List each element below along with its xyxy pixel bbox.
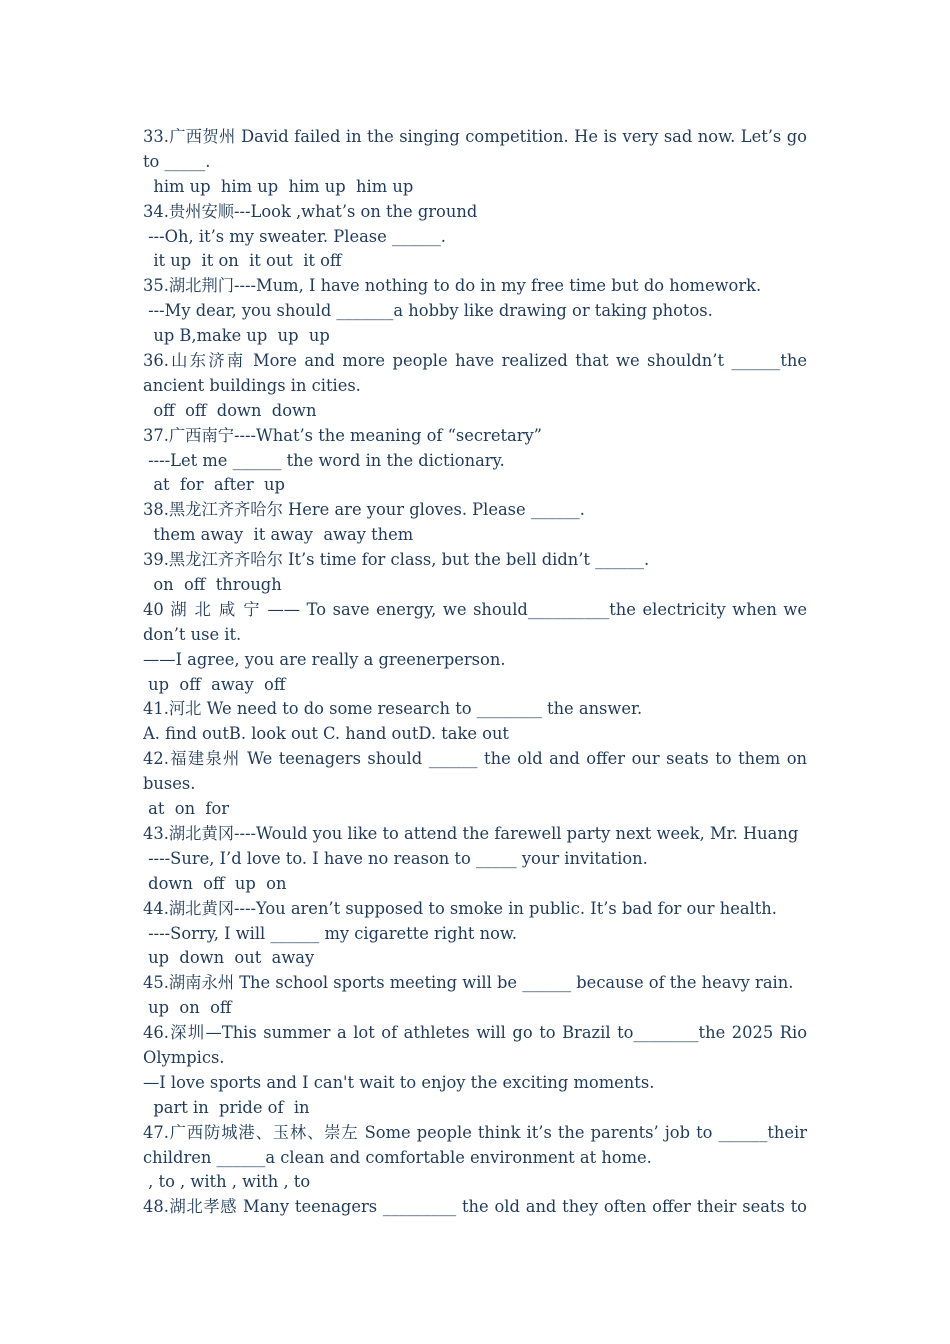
- text-line: up B,make up up up: [143, 326, 330, 346]
- text-line: ----Let me ______ the word in the dictionary.: [143, 450, 505, 470]
- text-line: him up him up him up him up: [143, 176, 414, 196]
- text-line: ancient buildings in cities.: [143, 375, 361, 395]
- text-line: at on for: [143, 799, 230, 819]
- text-line: 37.广西南宁----What’s the meaning of “secretary”: [143, 425, 543, 445]
- text-line: 39.黑龙江齐齐哈尔 It’s time for class, but the bell didn’t ______.: [143, 550, 650, 570]
- text-line: don’t use it.: [143, 624, 242, 644]
- text-line: 47.广西防城港、玉林、崇左 Some people think it’s the parents’ job to ______their: [143, 1122, 807, 1142]
- text-line: 38.黑龙江齐齐哈尔 Here are your gloves. Please ______.: [143, 500, 585, 520]
- text-line: 36.山东济南 More and more people have realized that we shouldn’t ______the: [143, 351, 807, 371]
- text-line: —I love sports and I can't wait to enjoy the exciting moments.: [143, 1072, 655, 1092]
- text-line: at for after up: [143, 475, 285, 495]
- text-line: them away it away away them: [143, 525, 414, 545]
- text-line: A. find outB. look out C. hand outD. take out: [143, 724, 509, 744]
- text-line: part in pride of in: [143, 1097, 310, 1117]
- text-line: up off away off: [143, 674, 286, 694]
- text-line: up down out away: [143, 948, 315, 968]
- text-line: on off through: [143, 575, 282, 595]
- text-line: 45.湖南永州 The school sports meeting will be ______ because of the heavy rain.: [143, 973, 794, 993]
- text-line: buses.: [143, 774, 196, 794]
- text-line: it up it on it out it off: [143, 251, 342, 271]
- text-line: 42.福建泉州 We teenagers should ______ the old and offer our seats to them on: [143, 749, 807, 769]
- text-line: 35.湖北荆门----Mum, I have nothing to do in my free time but do homework.: [143, 276, 762, 296]
- text-line: to _____.: [143, 151, 211, 171]
- text-line: 48.湖北孝感 Many teenagers _________ the old and they often offer their seats to: [143, 1197, 807, 1217]
- text-line: Olympics.: [143, 1047, 225, 1067]
- text-line: ——I agree, you are really a greenerperson.: [143, 649, 506, 669]
- text-line: , to , with , with , to: [143, 1172, 311, 1192]
- text-line: 34.贵州安顺---Look ,what’s on the ground: [143, 201, 478, 221]
- document-body: [143, 125, 807, 1220]
- text-line: ---Oh, it’s my sweater. Please ______.: [143, 226, 446, 246]
- text-line: ---My dear, you should _______a hobby like drawing or taking photos.: [143, 301, 713, 321]
- text-line: off off down down: [143, 400, 317, 420]
- text-line: 44.湖北黄冈----You aren’t supposed to smoke in public. It’s bad for our health.: [143, 898, 777, 918]
- text-line: down off up on: [143, 873, 287, 893]
- text-line: 40 湖 北 咸 宁 —— To save energy, we should__________the electricity when we: [143, 599, 807, 619]
- text-line: 41.河北 We need to do some research to ________ the answer.: [143, 699, 643, 719]
- text-line: children ______a clean and comfortable environment at home.: [143, 1147, 652, 1167]
- text-line: ----Sure, I’d love to. I have no reason to _____ your invitation.: [143, 848, 648, 868]
- text-line: 33.广西贺州 David failed in the singing competition. He is very sad now. Let’s go: [143, 127, 807, 146]
- text-line: 43.湖北黄冈----Would you like to attend the farewell party next week, Mr. Huang: [143, 823, 799, 843]
- text-line: up on off: [143, 998, 232, 1018]
- text-line: ----Sorry, I will ______ my cigarette right now.: [143, 923, 518, 943]
- text-line: 46.深圳—This summer a lot of athletes will go to Brazil to________the 2025 Rio: [143, 1023, 807, 1043]
